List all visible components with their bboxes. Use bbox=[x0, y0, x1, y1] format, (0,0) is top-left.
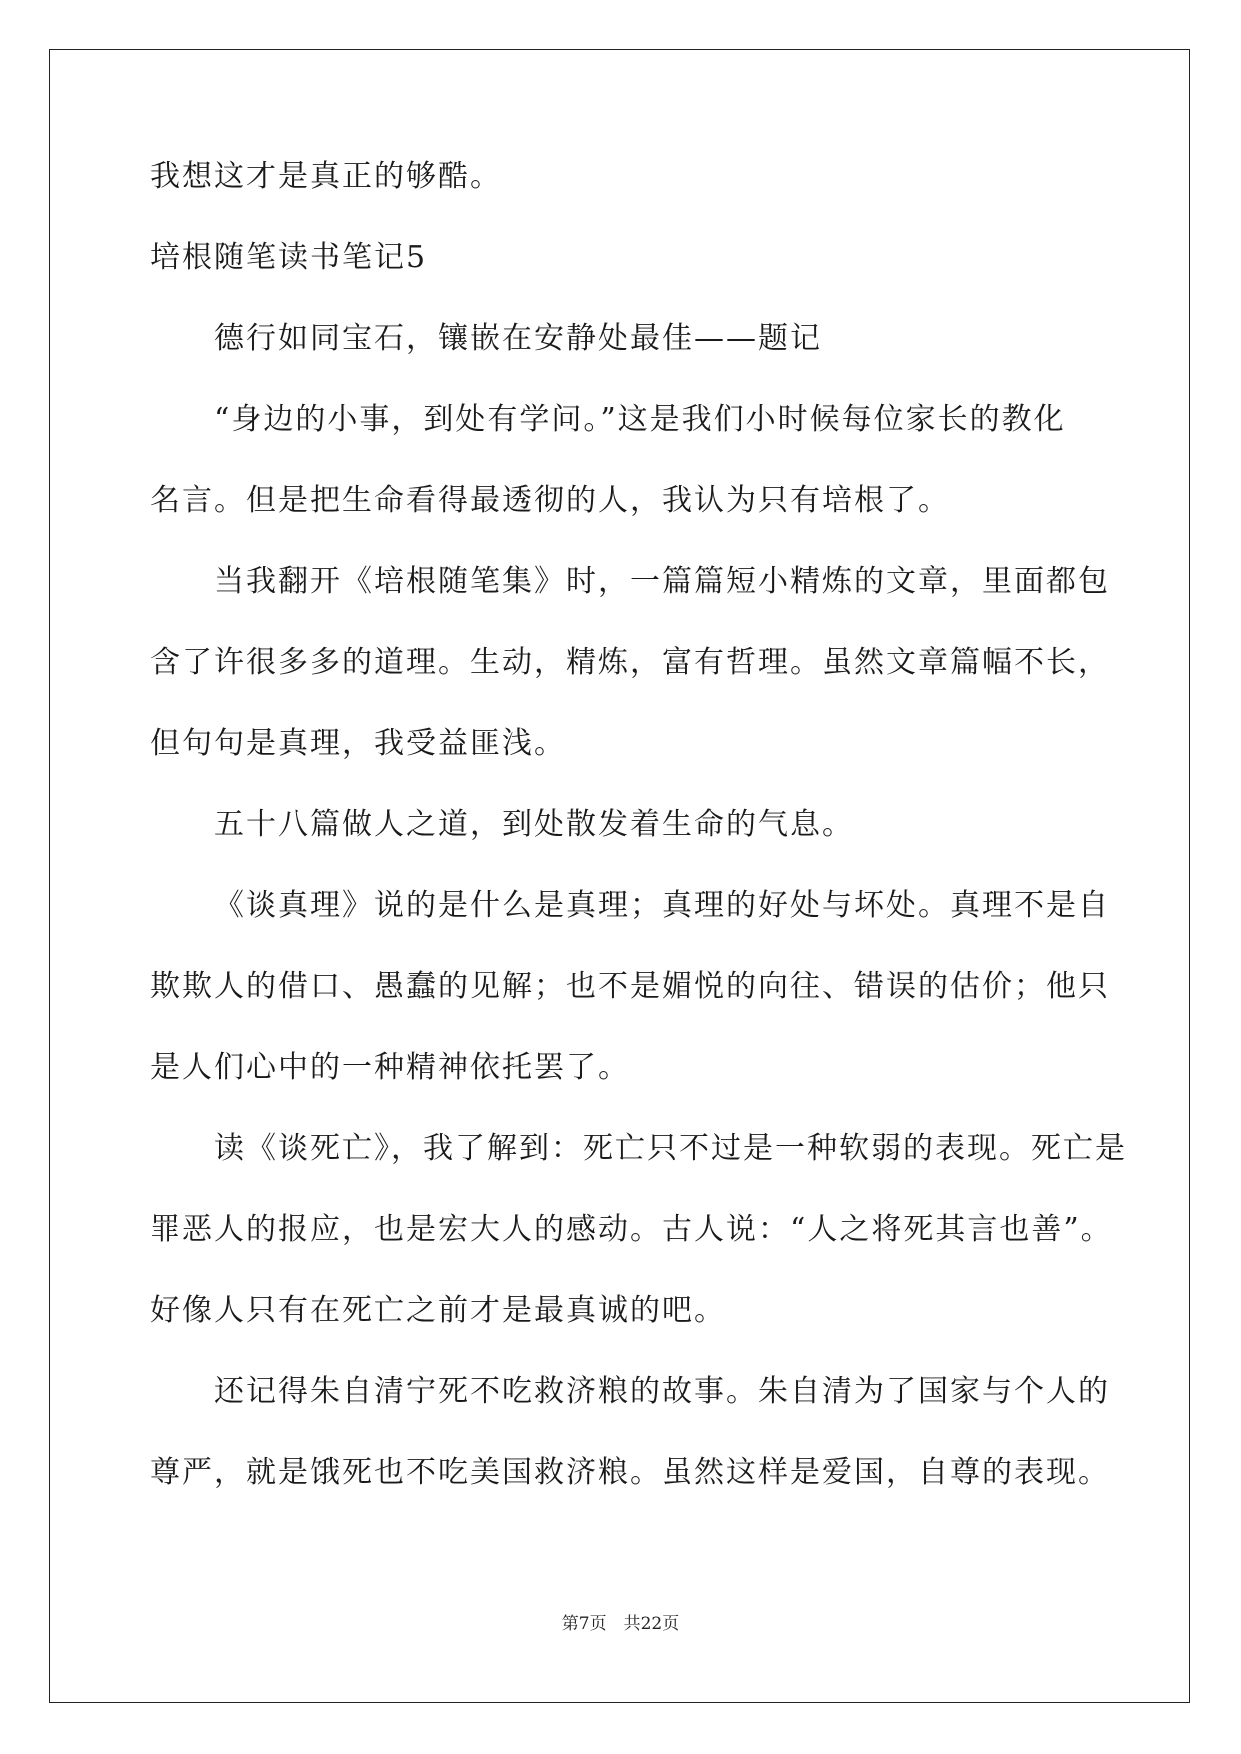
text-line: 尊严，就是饿死也不吃美国救济粮。虽然这样是爱国，自尊的表现。 bbox=[150, 1455, 1110, 1490]
text-line: 《谈真理》说的是什么是真理；真理的好处与坏处。真理不是自 bbox=[214, 888, 1110, 923]
text-line: 读《谈死亡》，我了解到：死亡只不过是一种软弱的表现。死亡是 bbox=[214, 1131, 1127, 1166]
text-line: 罪恶人的报应，也是宏大人的感动。古人说：“人之将死其言也善”。 bbox=[150, 1212, 1113, 1247]
text-line: 名言。但是把生命看得最透彻的人，我认为只有培根了。 bbox=[150, 483, 950, 518]
section-heading: 培根随笔读书笔记5 bbox=[150, 240, 428, 275]
epigraph-line: 德行如同宝石，镶嵌在安静处最佳——题记 bbox=[214, 321, 822, 356]
page-number-footer: 第7页 共22页 bbox=[561, 1614, 680, 1634]
text-line: 我想这才是真正的够酷。 bbox=[150, 159, 502, 194]
text-line: 当我翻开《培根随笔集》时，一篇篇短小精炼的文章，里面都包 bbox=[214, 564, 1110, 599]
text-line: 好像人只有在死亡之前才是最真诚的吧。 bbox=[150, 1293, 726, 1328]
text-line: “身边的小事，到处有学问。”这是我们小时候每位家长的教化 bbox=[214, 402, 1066, 437]
text-line: 是人们心中的一种精神依托罢了。 bbox=[150, 1050, 630, 1085]
text-line: 欺欺人的借口、愚蠢的见解；也不是媚悦的向往、错误的估价；他只 bbox=[150, 969, 1110, 1004]
text-line: 含了许很多多的道理。生动，精炼，富有哲理。虽然文章篇幅不长， bbox=[150, 645, 1110, 680]
text-line: 还记得朱自清宁死不吃救济粮的故事。朱自清为了国家与个人的 bbox=[214, 1374, 1110, 1409]
text-line: 但句句是真理，我受益匪浅。 bbox=[150, 726, 566, 761]
text-line: 五十八篇做人之道，到处散发着生命的气息。 bbox=[214, 807, 854, 842]
document-body bbox=[150, 159, 1127, 1539]
